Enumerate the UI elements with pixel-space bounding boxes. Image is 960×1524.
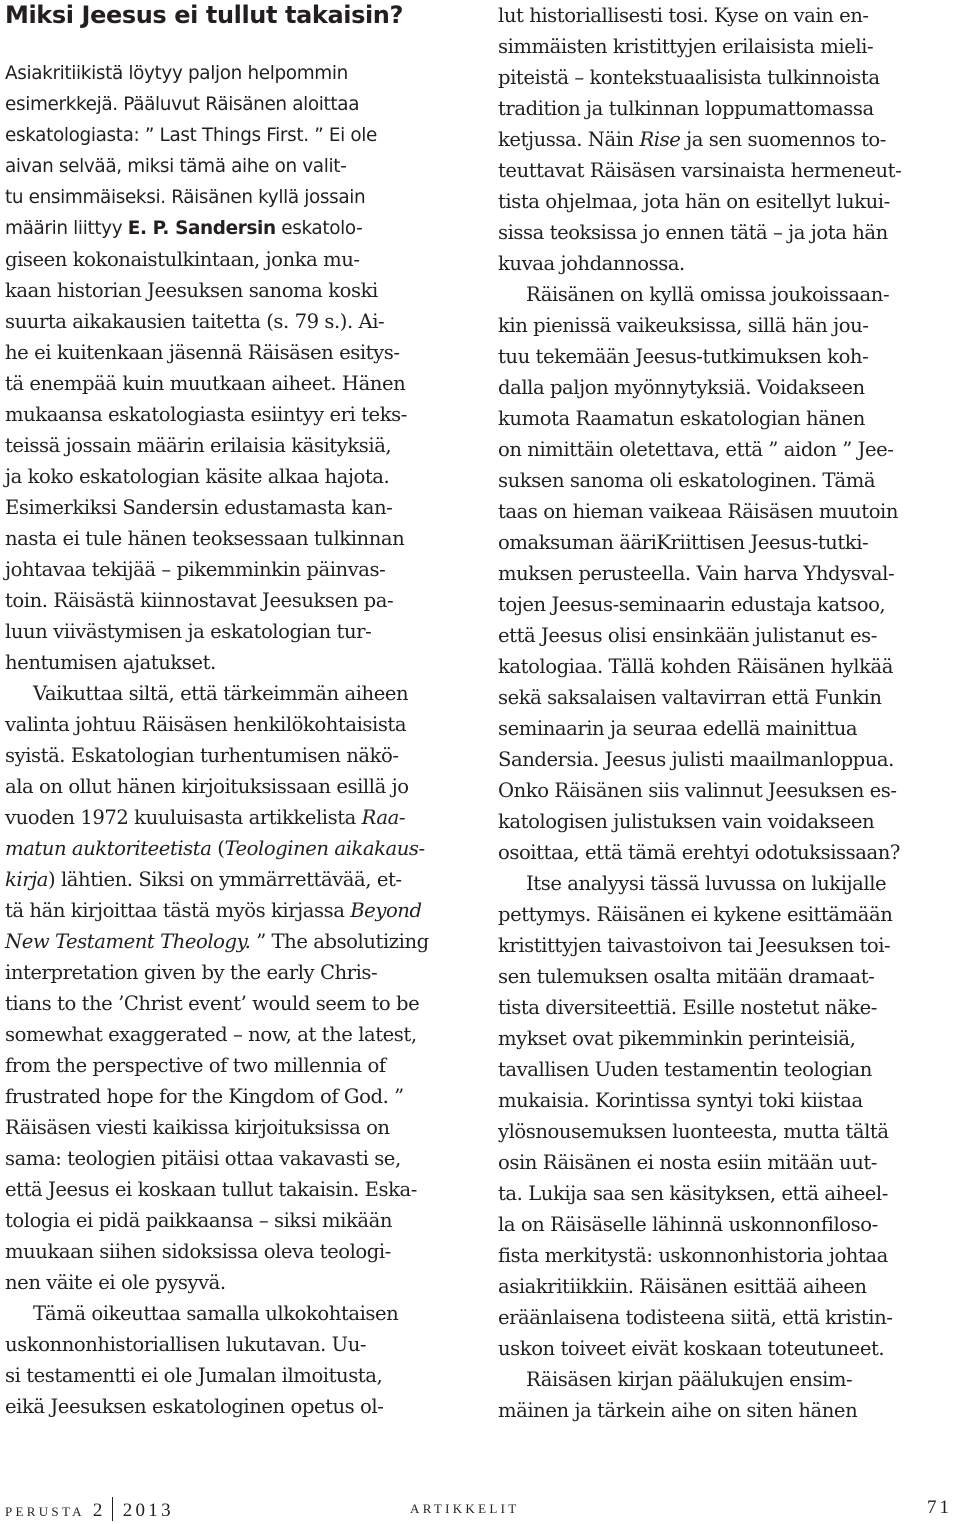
text-line: nen väite ei ole pysyvä. (5, 1271, 226, 1294)
text-line: Tämä oikeuttaa samalla ulkokohtaisen (33, 1302, 399, 1325)
text-line (498, 124, 958, 155)
text-line (5, 864, 467, 895)
text-line: tians to the ’Christ event’ would seem to be (5, 992, 420, 1015)
text-line: toin. Räisästä kiinnostavat Jeesuksen pa- (5, 589, 394, 612)
text-line: kuvaa johdannossa. (498, 252, 685, 275)
text-line: tista diversiteettiä. Esille nostetut näke- (498, 996, 877, 1019)
text-line: osoittaa, että tämä erehtyi odotuksissaan? (498, 841, 900, 864)
text-line: että Jeesus olisi ensinkään julistanut es- (498, 624, 877, 647)
text-line: katologiaa. Tällä kohden Räisänen hylkää (498, 655, 893, 678)
text-line: ala on ollut hänen kirjoituksissaan esillä jo (5, 775, 409, 798)
text-line: tavallisen Uuden testamentin teologian (498, 1058, 872, 1081)
italic-title: Rise (639, 128, 681, 151)
text-line: tä enempää kuin muutkaan aiheet. Hänen (5, 372, 406, 395)
italic-title: New Testament Theology. (5, 930, 251, 953)
text-line: Vaikuttaa siltä, että tärkeimmän aiheen (33, 682, 409, 705)
text-line: suksen sanoma oli eskatologinen. Tämä (498, 469, 876, 492)
text-line: he ei kuitenkaan jäsennä Räisäsen esitys- (5, 341, 400, 364)
text-line: mykset ovat pikemminkin perinteisiä, (498, 1027, 856, 1050)
text-line: tradition ja tulkinnan loppumattomassa (498, 97, 874, 120)
text-line: ta. Lukija saa sen käsityksen, että aiheel- (498, 1182, 888, 1205)
text-line: teuttavat Räisäsen varsinaista hermeneut- (498, 159, 902, 182)
text-line: Sandersia. Jeesus julisti maailmanloppua. (498, 748, 894, 771)
author-name-bold: E. P. Sandersin (127, 218, 276, 239)
text-line: katologisen julistuksen vain voidakseen (498, 810, 875, 833)
text-line: luun viivästymisen ja eskatologian tur- (5, 620, 372, 643)
text-run: ja sen suomennos to- (686, 128, 886, 151)
text-line: mäinen ja tärkein aihe on siten hänen (498, 1399, 858, 1422)
italic-title: Beyond (350, 899, 422, 922)
heading-spacer (5, 40, 467, 58)
text-line: somewhat exaggerated – now, at the latest, (5, 1023, 417, 1046)
text-line: Räisäsen kirjan päälukujen ensim- (526, 1368, 853, 1391)
text-run: tä hän kirjoittaa tästä myös kirjassa (5, 899, 345, 922)
left-column (5, 0, 467, 1422)
text-line: omaksuman ääriKriittisen Jeesus-tutki- (498, 531, 869, 554)
text-line: nasta ei tule hänen teoksessaan tulkinnan (5, 527, 405, 550)
footer-section: artikkelit (410, 1497, 520, 1518)
text-line: valinta johtuu Räisäsen henkilökohtaisista (5, 713, 407, 736)
text-line: simmäisten kristittyjen erilaisista mieli- (498, 35, 874, 58)
text-line: aivan selvää, miksi tämä aihe on valit- (5, 156, 347, 177)
page-number: 71 (927, 1497, 952, 1518)
text-line: muksen perusteella. Vain harva Yhdysval- (498, 562, 895, 585)
text-run: eskatolo- (281, 218, 363, 239)
text-line: eskatologiasta: ” Last Things First. ” Ei ole (5, 125, 378, 146)
text-line (5, 213, 467, 244)
text-line: kaan historian Jeesuksen sanoma koski (5, 279, 378, 302)
text-line: sen tulemuksen osalta mitään dramaat- (498, 965, 875, 988)
text-run: ” The absolutizing (250, 930, 429, 953)
text-line: Räisänen on kyllä omissa joukoissaan- (526, 283, 890, 306)
text-run: ketjussa. Näin (498, 128, 634, 151)
text-line: mukaisia. Korintissa syntyi toki kiistaa (498, 1089, 863, 1112)
footer-journal (5, 1497, 174, 1522)
text-run: määrin liittyy (5, 218, 123, 239)
text-line: tista ohjelmaa, jota hän on esitellyt lukui- (498, 190, 890, 213)
text-run: ) lähtien. Siksi on ymmärrettävää, et- (48, 868, 402, 891)
text-line: interpretation given by the early Chris- (5, 961, 378, 984)
text-line: eikä Jeesuksen eskatologinen opetus ol- (5, 1395, 384, 1418)
right-column (498, 0, 958, 1426)
text-line: eräänlaisena todisteena siitä, että kristin- (498, 1306, 893, 1329)
text-line: kumota Raamatun eskatologian hänen (498, 407, 865, 430)
text-line: taas on hieman vaikeaa Räisäsen muutoin (498, 500, 899, 523)
text-line: esimerkkejä. Pääluvut Räisänen aloittaa (5, 94, 360, 115)
text-line: Onko Räisänen siis valinnut Jeesuksen es- (498, 779, 897, 802)
text-line: kristittyjen taivastoivon tai Jeesuksen toi- (498, 934, 891, 957)
text-line: että Jeesus ei koskaan tullut takaisin. Eska- (5, 1178, 417, 1201)
italic-title: Raa- (361, 806, 406, 829)
text-line: uskonnonhistoriallisen lukutavan. Uu- (5, 1333, 367, 1356)
text-run: ( (217, 837, 225, 860)
text-line: sissa teoksissa jo ennen tätä – ja jota hän (498, 221, 888, 244)
text-line: ja koko eskatologian käsite alkaa hajota. (5, 465, 390, 488)
text-line: piteistä – kontekstuaalisista tulkinnoista (498, 66, 880, 89)
text-line: kin pienissä vaikeuksissa, sillä hän jou- (498, 314, 869, 337)
text-line: osin Räisänen ei nosta esiin mitään uut- (498, 1151, 877, 1174)
text-run: vuoden 1972 kuuluisasta artikkelista (5, 806, 356, 829)
text-line: ylösnousemuksen luonteesta, mutta tältä (498, 1120, 889, 1143)
text-line: la on Räisäselle lähinnä uskonnonfiloso- (498, 1213, 878, 1236)
article-heading: Miksi Jeesus ei tullut takaisin? (5, 1, 403, 29)
text-line: dalla paljon myönnytyksiä. Voidakseen (498, 376, 865, 399)
text-line: asiakritiikkiin. Räisänen esittää aiheen (498, 1275, 867, 1298)
text-line: teissä jossain määrin erilaisia käsityksiä, (5, 434, 392, 457)
text-line: johtavaa tekijää – pikemminkin päinvas- (5, 558, 386, 581)
text-line: lut historiallisesti tosi. Kyse on vain en- (498, 4, 869, 27)
text-line: muukaan siihen sidoksissa oleva teologi- (5, 1240, 391, 1263)
page-footer (0, 1494, 960, 1524)
text-line: seminaarin ja seuraa edellä mainittua (498, 717, 858, 740)
italic-title: Teologinen aikakaus- (224, 837, 425, 860)
text-line: fista merkitystä: uskonnonhistoria johtaa (498, 1244, 888, 1267)
text-line: sekä saksalaisen valtavirran että Funkin (498, 686, 882, 709)
text-line: Itse analyysi tässä luvussa on lukijalle (526, 872, 887, 895)
text-line: Räisäsen viesti kaikissa kirjoituksissa on (5, 1116, 390, 1139)
text-line: suurta aikakausien taitetta (s. 79 s.). Ai- (5, 310, 385, 333)
text-line: uskon toiveet eivät koskaan toteutuneet. (498, 1337, 885, 1360)
text-line (5, 833, 467, 864)
text-line: si testamentti ei ole Jumalan ilmoitusta, (5, 1364, 383, 1387)
text-line: tologia ei pidä paikkaansa – siksi mikään (5, 1209, 393, 1232)
text-line: tuu tekemään Jeesus-tutkimuksen koh- (498, 345, 869, 368)
italic-title: kirja (5, 868, 49, 891)
text-line: tojen Jeesus-seminaarin edustaja katsoo, (498, 593, 886, 616)
text-line: sama: teologien pitäisi ottaa vakavasti se, (5, 1147, 401, 1170)
footer-divider (112, 1497, 113, 1521)
text-line: from the perspective of two millennia of (5, 1054, 386, 1077)
text-line: Esimerkiksi Sandersin edustamasta kan- (5, 496, 393, 519)
text-line: pettymys. Räisänen ei kykene esittämään (498, 903, 893, 926)
text-line: syistä. Eskatologian turhentumisen näkö- (5, 744, 399, 767)
text-line: on nimittäin oletettava, että ” aidon ” Jee- (498, 438, 894, 461)
text-line (5, 926, 467, 957)
italic-title: matun auktoriteetista (5, 837, 212, 860)
text-line: Asiakritiikistä löytyy paljon helpommin (5, 63, 348, 84)
text-line: tu ensimmäiseksi. Räisänen kyllä jossain (5, 187, 366, 208)
text-line: mukaansa eskatologiasta esiintyy eri teks- (5, 403, 407, 426)
journal-name: perusta 2 (5, 1500, 106, 1521)
text-line: giseen kokonaistulkintaan, jonka mu- (5, 248, 360, 271)
journal-year: 2013 (122, 1500, 174, 1521)
text-line (5, 802, 467, 833)
text-line: hentumisen ajatukset. (5, 651, 216, 674)
text-line: frustrated hope for the Kingdom of God. ” (5, 1085, 404, 1108)
text-line (5, 895, 467, 926)
